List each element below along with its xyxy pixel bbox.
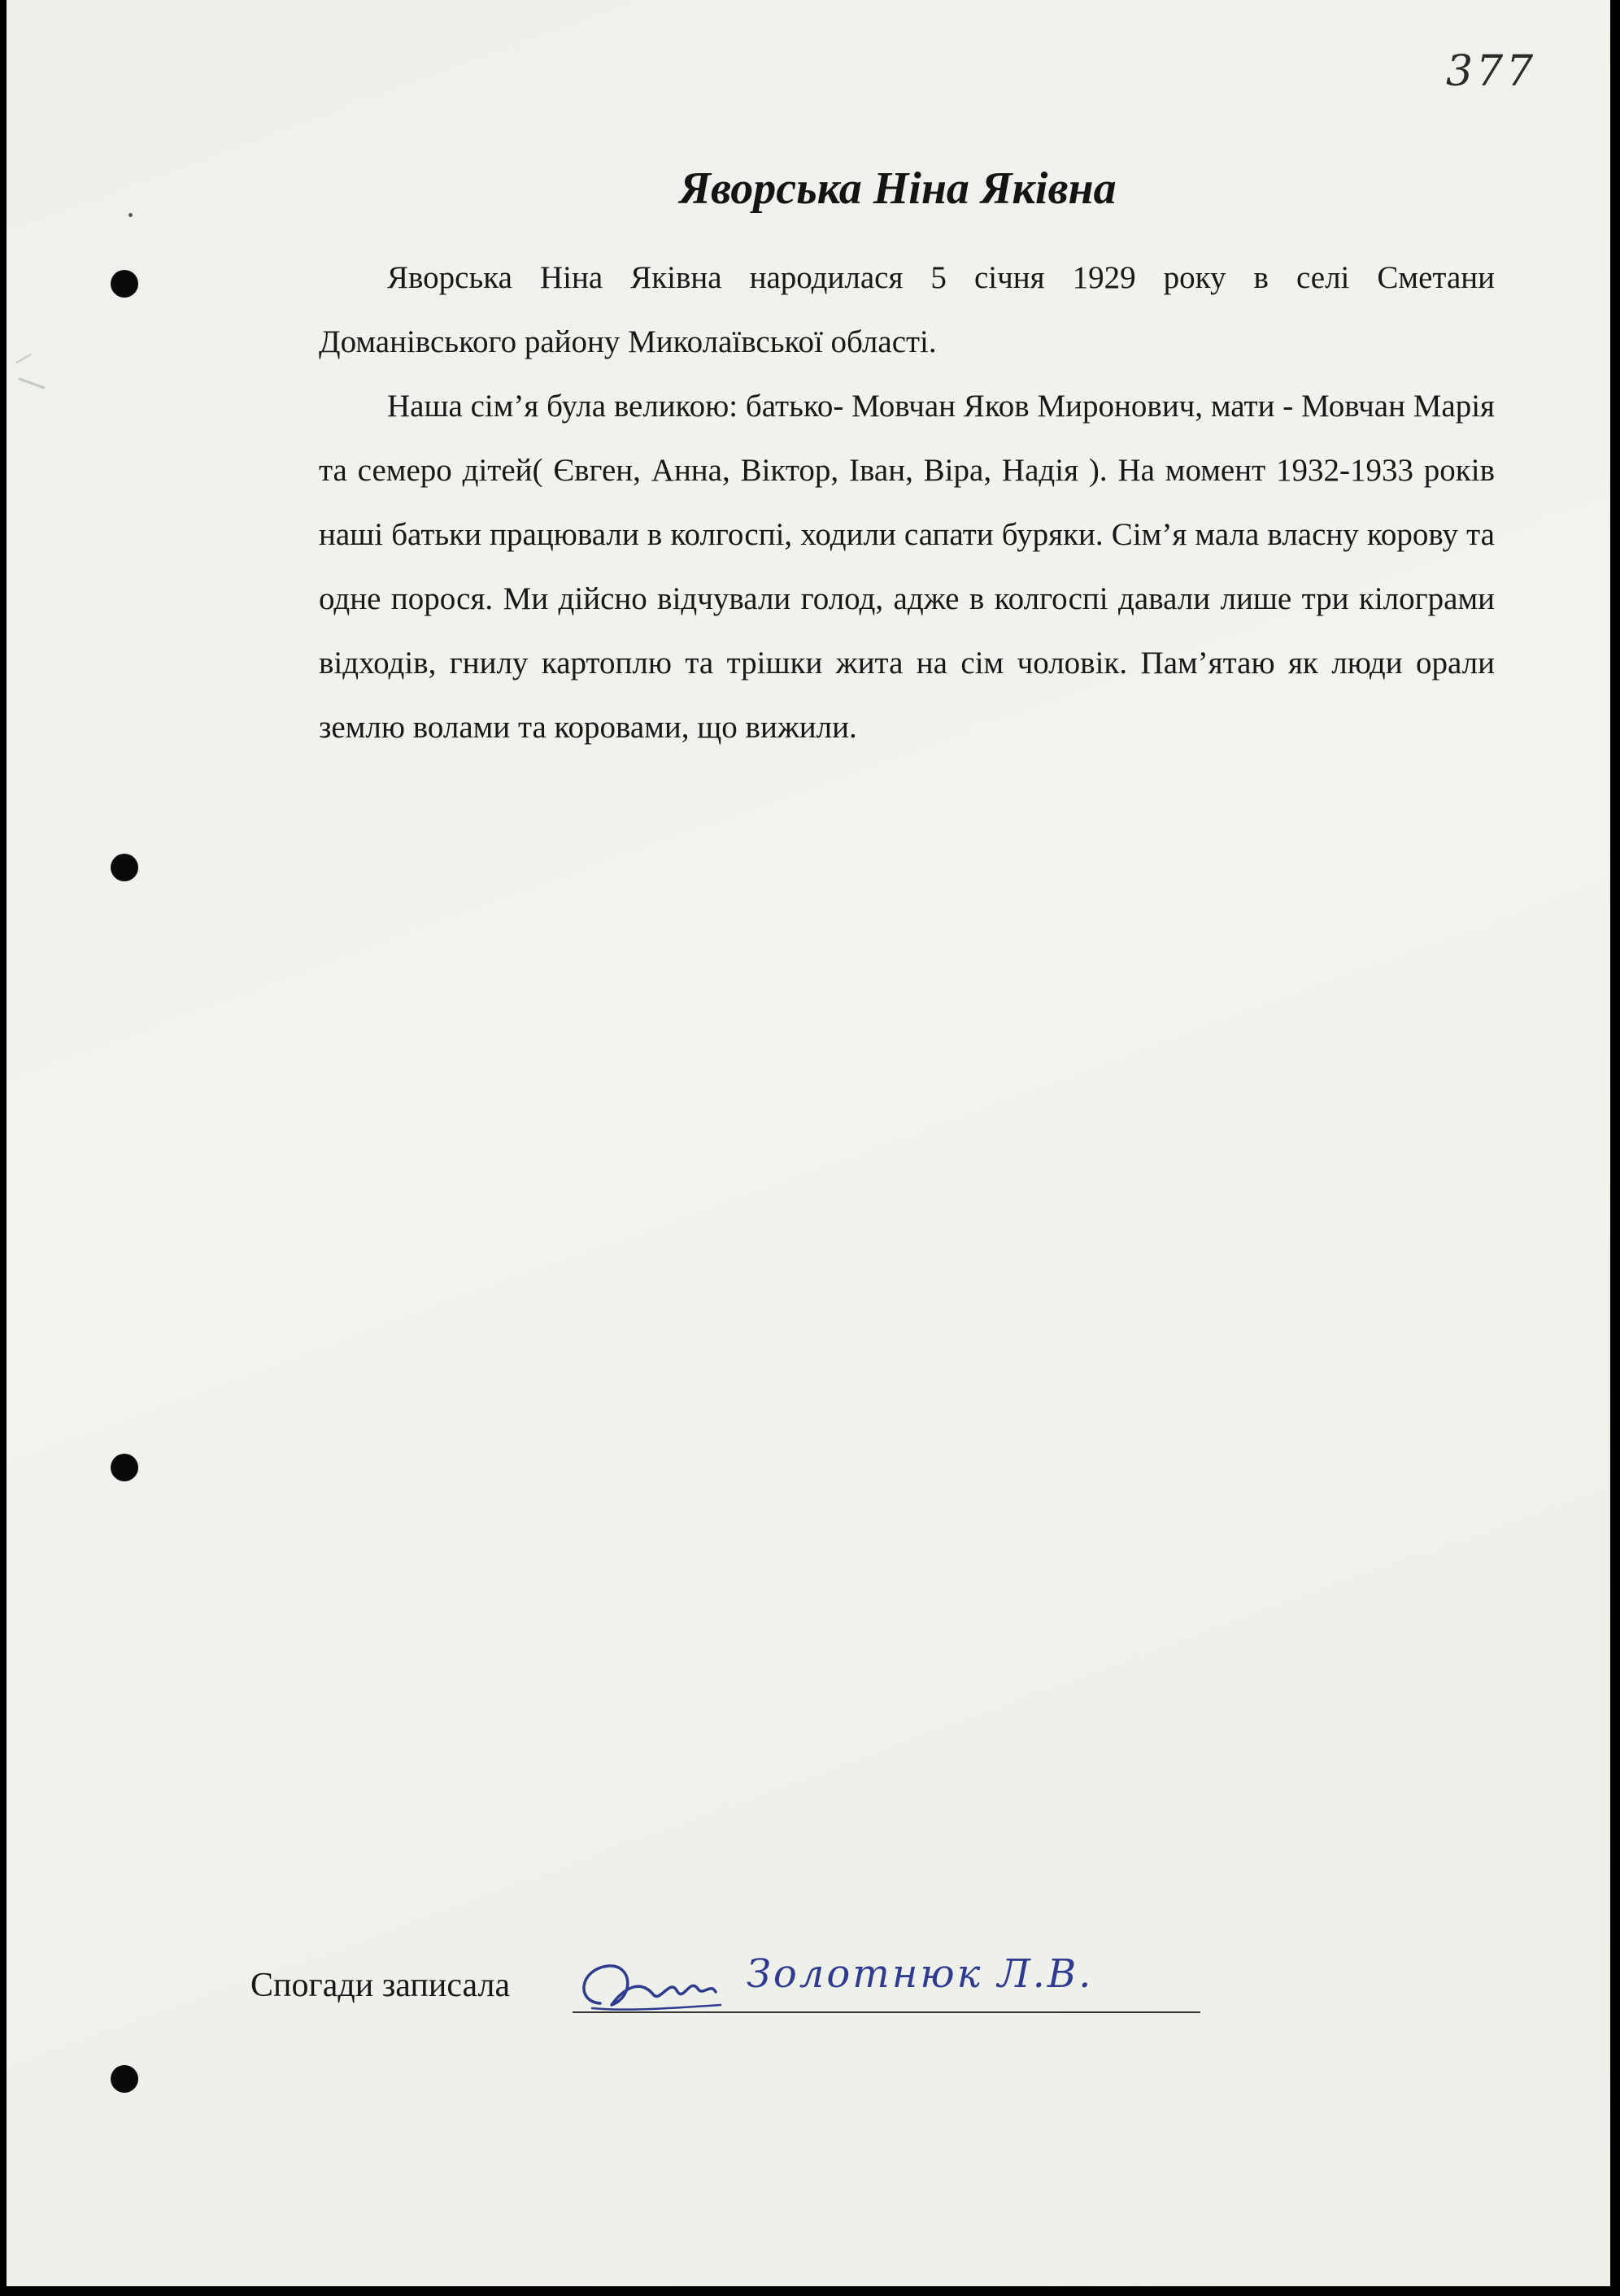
- punch-hole: [111, 2065, 138, 2093]
- handwritten-signature: [576, 1951, 1210, 2020]
- paragraph: Наша сім’я була великою: батько- Мовчан Яков Миронович, мати - Мовчан Марія та семеро дітей( Євген, Анна, Віктор, Іван, Віра, Надія ). На момент 1932-1933 років наші батьки працювали в колгоспі, ходили сапати буряки. Сім’я мала власну корову та одне порося. Ми дійсно відчували голод, адже в колгоспі давали лише три кілограми відходів, гнилу картоплю та трішки жита на сім чоловік. Пам’ятаю як люди орали землю волами та коровами, що вижили.: [319, 389, 1495, 745]
- signature-block: [250, 1951, 1210, 2023]
- punch-hole: [111, 270, 138, 298]
- scan-mark: [19, 377, 46, 389]
- scan-mark: [15, 354, 32, 364]
- punch-hole: [111, 854, 138, 881]
- page-number: 377: [1446, 47, 1537, 96]
- paragraph: Яворська Ніна Яківна народилася 5 січня 1929 року в селі Сметани Доманівського району Миколаївської області.: [319, 260, 1495, 359]
- document-page: [7, 0, 1610, 2286]
- document-body: [319, 246, 1495, 759]
- signature-label: Спогади записала: [250, 1967, 511, 2004]
- signature-scribble: [576, 1955, 738, 2020]
- document-title: Яворська Ніна Яківна: [679, 163, 1117, 214]
- punch-hole: [111, 1454, 138, 1481]
- signature-name: Золотнюк Л.В.: [747, 1951, 1094, 1997]
